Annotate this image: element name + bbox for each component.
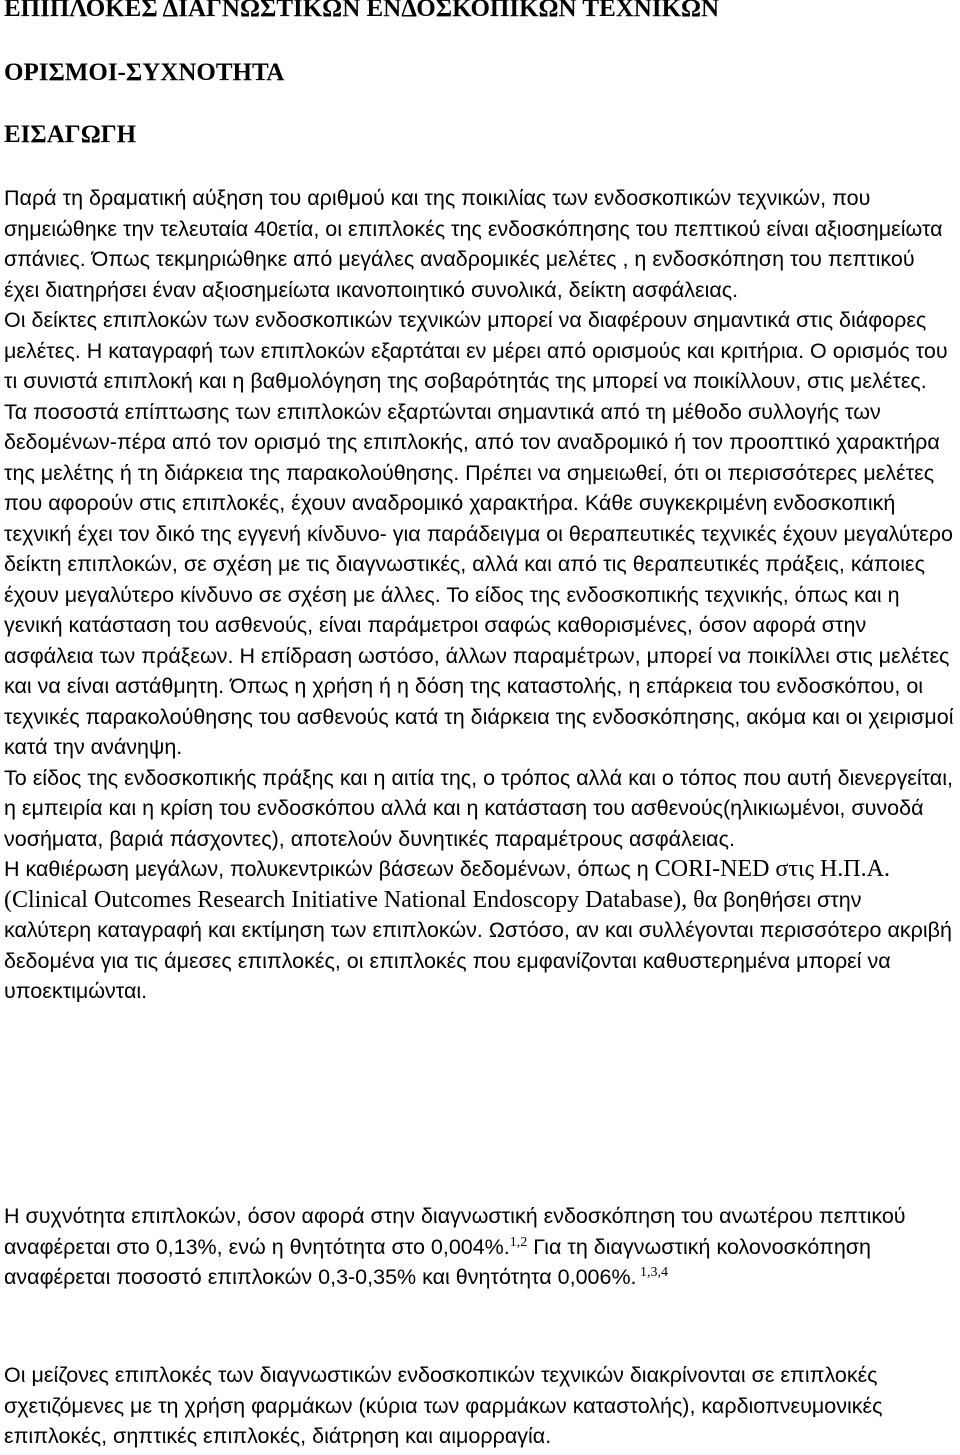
major-complications-paragraph: Οι μείζονες επιπλοκές των διαγνωστικών ενδοσκοπικών τεχνικών διακρίνονται σε επιπλοκές σχετιζόμενες με τη χρήση φαρμάκων (κύρια των φαρμάκων καταστολής), καρδιοπνευμονικές επιπλοκές, σηπτικές επιπλοκές, διάτρηση και αιμορραγία.	[4, 1363, 883, 1448]
document-subtitle: ΟΡΙΣΜΟΙ-ΣΥΧΝΟΤΗΤΑ	[4, 59, 285, 86]
reference-1-2: 1,2	[509, 1234, 528, 1250]
frequency-paragraph	[4, 1201, 954, 1293]
intro-text	[4, 183, 954, 1007]
intro-paragraph-3: Το είδος της ενδοσκοπικής πράξης και η αιτία της, ο τρόπος αλλά και ο τόπος που αυτή διενεργείται, η εμπειρία και η κρίση του ενδοσκόπου αλλά και η κατάσταση του ασθενούς(ηλικιωμένοι, συνοδά νοσήματα, βαριά πάσχοντες), αποτελούν δυνητικές παραμέτρους ασφάλειας.	[4, 765, 953, 851]
document-title: ΕΠΙΠΛΟΚΕΣ ΔΙΑΓΝΩΣΤΙΚΩΝ ΕΝΔΟΣΚΟΠΙΚΩΝ ΤΕΧΝΙΚΩΝ	[4, 0, 720, 22]
frequency-text-colon: Για τη διαγνωστική κολονοσκόπηση αναφέρεται ποσοστό επιπλοκών 0,3-0,35% και θνητότητα 0,006%.	[4, 1234, 872, 1289]
intro-paragraph-1: Παρά τη δραματική αύξηση του αριθμού και της ποικιλίας των ενδοσκοπικών τεχνικών, που σημειώθηκε την τελευταία 40ετία, οι επιπλοκές της ενδοσκόπησης του πεπτικού είναι αξιοσημείωτα σπάνιες. Όπως τεκμηριώθηκε από μεγάλες αναδρομικές μελέτες , η ενδοσκόπηση του πεπτικού έχει διατηρήσει έναν αξιοσημείωτα ικανοποιητικό συνολικά, δείκτη ασφάλειας.	[4, 186, 943, 302]
intro-paragraph-4-start: Η καθιέρωση μεγάλων, πολυκεντρικών βάσεων δεδομένων, όπως η	[4, 857, 649, 881]
reference-1-3-4: 1,3,4	[636, 1264, 669, 1280]
section-heading: ΕΙΣΑΓΩΓΗ	[4, 121, 137, 148]
intro-paragraph-4-end: βοηθήσει στην καλύτερη καταγραφή και εκτίμηση των επιπλοκών. Ωστόσο, αν και συλλέγονται περισσότερο ακριβή δεδομένα για τις άμεσες επιπλοκές, οι επιπλοκές που εμφανίζονται καθυστερημένα μπορεί να υποεκτιμώνται.	[4, 887, 952, 1003]
intro-paragraph-2: Οι δείκτες επιπλοκών των ενδοσκοπικών τεχνικών μπορεί να διαφέρουν σημαντικά στις διάφορες μελέτες. Η καταγραφή των επιπλοκών εξαρτάται εν μέρει από ορισμούς και κριτήρια. Ο ορισμός του τι συνιστά επιπλοκή και η βαθμολόγηση της σοβαρότητάς της μπορεί να ποικίλλουν, στις μελέτες. Τα ποσοστά επίπτωσης των επιπλοκών εξαρτώνται σημαντικά από τη μέθοδο συλλογής των δεδομένων-πέρα από τον ορισμό της επιπλοκής, από τον αναδρομικό ή τον προοπτικό χαρακτήρα της μελέτης ή τη διάρκεια της παρακολούθησης. Πρέπει να σημειωθεί, ότι οι περισσότερες μελέτες που αφορούν στις επιπλοκές, έχουν αναδρομικό χαρακτήρα. Κάθε συγκεκριμένη ενδοσκοπική τεχνική έχει τον δικό της εγγενή κίνδυνο- για παράδειγμα οι θεραπευτικές τεχνικές έχουν μεγαλύτερο δείκτη επιπλοκών, σε σχέση με τις διαγνωστικές, αλλά και από τις θεραπευτικές πράξεις, κάποιες έχουν μεγαλύτερο κίνδυνο σε σχέση με άλλες. Το είδος της ενδοσκοπικής τεχνικής, όπως και η γενική κατάσταση του ασθενούς, είναι παράμετροι σαφώς καθορισμένες, όσον αφορά στην ασφάλεια των πράξεων. Η επίδραση ωστόσο, άλλων παραμέτρων, μπορεί να ποικίλλει στις μελέτες και να είναι αστάθμητη. Όπως η χρήση ή η δόση της καταστολής, η επάρκεια του ενδοσκόπου, οι τεχνικές παρακολούθησης του ασθενούς κατά τη διάρκεια της ενδοσκόπησης, ακόμα και οι χειρισμοί κατά την ανάνηψη.	[4, 308, 954, 759]
frequency-text-upper: Η συχνότητα επιπλοκών, όσον αφορά στην διαγνωστική ενδοσκόπηση του ανωτέρου πεπτικού αναφέρεται στο 0,13%, ενώ η θνητότητα στο 0,004%.	[4, 1204, 906, 1259]
intro-paragraph-4-database: CORI-NED στις Η.Π.Α. (Clinical Outcomes Research Initiative National Endoscopy Database), θα	[4, 856, 890, 913]
